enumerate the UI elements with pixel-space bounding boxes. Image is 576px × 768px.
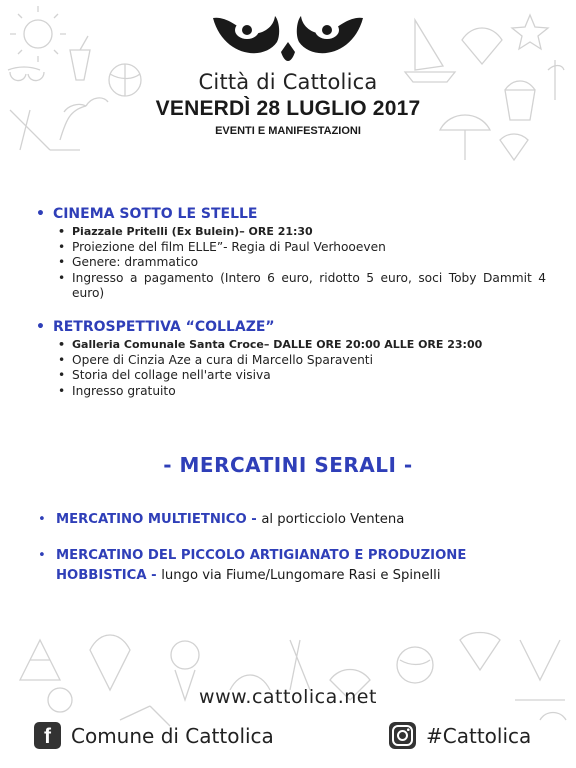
instagram-icon [389, 722, 416, 749]
event-detail: • Genere: drammatico [58, 255, 546, 271]
bullet-icon: • [36, 319, 45, 335]
event-location: • Galleria Comunale Santa Croce– DALLE ORE 20:00 ALLE ORE 23:00 [58, 337, 546, 353]
event-detail: • Opere di Cinzia Aze a cura di Marcello Sparaventi [58, 353, 546, 369]
event-detail: • Ingresso a pagamento (Intero 6 euro, ridotto 5 euro, soci Toby Dammit 4 euro) [58, 271, 546, 302]
event-title-row [36, 206, 546, 222]
instagram-link[interactable] [389, 722, 531, 749]
event-details [36, 224, 546, 302]
event-date: VENERDÌ 28 LUGLIO 2017 [155, 97, 421, 120]
event-detail: • Ingresso gratuito [58, 384, 546, 400]
market-item [38, 546, 538, 586]
instagram-label: #Cattolica [426, 723, 532, 748]
events-subtitle: EVENTI E MANIFESTAZIONI [215, 125, 361, 137]
bullet-icon: • [38, 548, 46, 563]
market-separator: - [146, 568, 162, 583]
market-separator: - [246, 512, 262, 527]
market-name: MERCATINO DEL PICCOLO ARTIGIANATO E PRODUZIONE HOBBISTICA [56, 548, 467, 583]
bullet-icon: • [36, 206, 45, 222]
event-title: RETROSPETTIVA “COLLAZE” [52, 319, 275, 335]
event-cinema [36, 206, 546, 302]
header-logo [0, 12, 576, 94]
event-title-row [36, 319, 546, 335]
event-retrospettiva [36, 319, 546, 399]
market-location: lungo via Fiume/Lungomare Rasi e Spinelli [161, 568, 441, 583]
market-item [38, 510, 538, 530]
facebook-icon: f [34, 722, 61, 749]
city-name: Città di Cattolica [198, 70, 378, 94]
event-title: CINEMA SOTTO LE STELLE [52, 206, 258, 222]
website-link[interactable]: www.cattolica.net [199, 686, 377, 708]
event-location: • Piazzale Pritelli (Ex Bulein)– ORE 21:30 [58, 224, 546, 240]
event-detail: • Storia del collage nell'arte visiva [58, 368, 546, 384]
event-details [36, 337, 546, 399]
markets-title: - MERCATINI SERALI - [163, 453, 413, 477]
facebook-link[interactable] [34, 722, 274, 749]
facebook-label: Comune di Cattolica [71, 723, 274, 748]
event-detail: • Proiezione del film ELLE”- Regia di Paul Verhooeven [58, 240, 546, 256]
market-location: al porticciolo Ventena [261, 512, 405, 527]
bullet-icon: • [38, 512, 46, 527]
cattolica-logo-icon [203, 12, 373, 68]
market-name: MERCATINO MULTIETNICO [56, 512, 247, 527]
